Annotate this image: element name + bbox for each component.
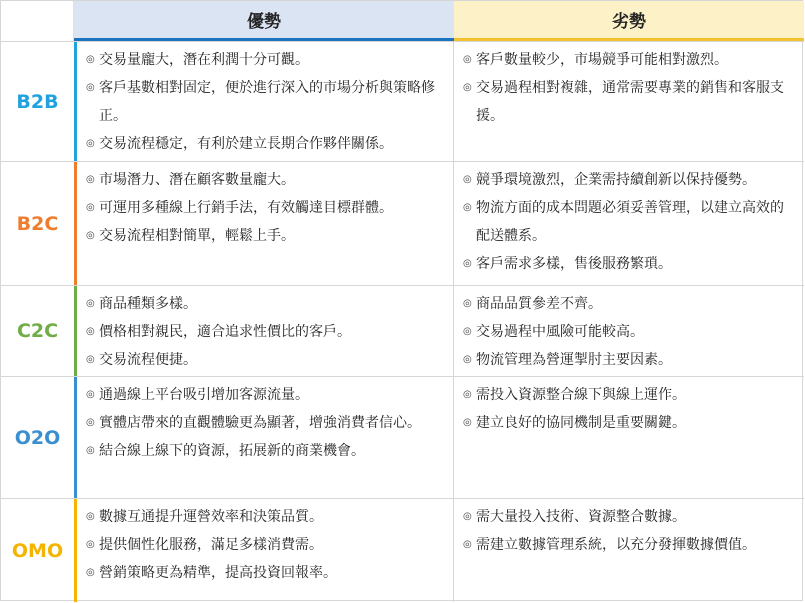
advantage-item bbox=[86, 130, 445, 158]
bullet-icon: ◎ bbox=[86, 54, 95, 65]
bullet-icon: ◎ bbox=[86, 138, 95, 149]
bullet-icon: ◎ bbox=[86, 445, 95, 456]
bullet-icon: ◎ bbox=[463, 354, 472, 365]
advantage-item bbox=[86, 194, 445, 222]
header-advantage: 優勢 bbox=[74, 1, 454, 41]
disadvantage-item-text: 客戶需求多樣，售後服務繁瑣。 bbox=[476, 256, 672, 272]
advantage-item-text: 交易流程便捷。 bbox=[99, 352, 197, 368]
disadvantage-cell bbox=[454, 499, 804, 602]
advantage-item bbox=[86, 346, 445, 374]
bullet-icon: ◎ bbox=[86, 298, 95, 309]
bullet-icon: ◎ bbox=[463, 298, 472, 309]
bullet-icon: ◎ bbox=[86, 230, 95, 241]
advantage-item bbox=[86, 222, 445, 250]
advantage-item bbox=[86, 531, 445, 559]
disadvantage-item bbox=[463, 503, 796, 531]
disadvantage-item bbox=[463, 290, 796, 318]
row-label: O2O bbox=[14, 426, 61, 449]
bullet-icon: ◎ bbox=[86, 354, 95, 365]
advantage-item-text: 數據互通提升運營效率和決策品質。 bbox=[99, 509, 323, 525]
advantage-cell bbox=[74, 377, 454, 498]
bullet-icon: ◎ bbox=[463, 539, 472, 550]
advantage-item bbox=[86, 46, 445, 74]
disadvantage-item-text: 競爭環境激烈，企業需持續創新以保持優勢。 bbox=[476, 172, 756, 188]
advantage-item bbox=[86, 437, 445, 465]
disadvantage-cell bbox=[454, 286, 804, 376]
bullet-icon: ◎ bbox=[463, 389, 472, 400]
disadvantage-item bbox=[463, 46, 796, 74]
disadvantage-item bbox=[463, 409, 796, 437]
disadvantage-cell bbox=[454, 377, 804, 498]
advantage-item bbox=[86, 318, 445, 346]
disadvantage-item bbox=[463, 531, 796, 559]
advantage-item bbox=[86, 503, 445, 531]
disadvantage-item-text: 需投入資源整合線下與線上運作。 bbox=[476, 387, 686, 403]
disadvantage-item bbox=[463, 166, 796, 194]
advantage-cell bbox=[74, 499, 454, 602]
advantage-item-text: 交易流程相對簡單，輕鬆上手。 bbox=[99, 228, 295, 244]
bullet-icon: ◎ bbox=[86, 174, 95, 185]
bullet-icon: ◎ bbox=[463, 417, 472, 428]
header-corner-cell bbox=[1, 1, 74, 41]
row-label: B2B bbox=[16, 90, 59, 113]
row-label: B2C bbox=[16, 212, 59, 235]
advantage-item-text: 交易量龐大，潛在利潤十分可觀。 bbox=[99, 52, 309, 68]
bullet-icon: ◎ bbox=[86, 417, 95, 428]
disadvantage-item bbox=[463, 74, 796, 130]
advantage-item-text: 營銷策略更為精準，提高投資回報率。 bbox=[99, 565, 337, 581]
advantage-item bbox=[86, 290, 445, 318]
disadvantage-item-text: 物流管理為營運掣肘主要因素。 bbox=[476, 352, 672, 368]
advantage-item bbox=[86, 74, 445, 130]
bullet-icon: ◎ bbox=[463, 174, 472, 185]
bullet-icon: ◎ bbox=[463, 202, 472, 213]
disadvantage-item bbox=[463, 381, 796, 409]
advantage-item-text: 提供個性化服務，滿足多樣消費需。 bbox=[99, 537, 323, 553]
table-row-omo bbox=[1, 498, 804, 602]
disadvantage-item bbox=[463, 318, 796, 346]
bullet-icon: ◎ bbox=[463, 54, 472, 65]
advantage-cell bbox=[74, 42, 454, 161]
disadvantage-item bbox=[463, 250, 796, 278]
bullet-icon: ◎ bbox=[463, 258, 472, 269]
advantage-item-text: 可運用多種線上行銷手法，有效觸達目標群體。 bbox=[99, 200, 393, 216]
advantage-item-text: 市場潛力、潛在顧客數量龐大。 bbox=[99, 172, 295, 188]
advantage-item-text: 實體店帶來的直觀體驗更為顯著，增強消費者信心。 bbox=[99, 415, 421, 431]
advantage-item-text: 價格相對親民，適合追求性價比的客戶。 bbox=[99, 324, 351, 340]
advantage-item bbox=[86, 409, 445, 437]
table-row-c2c bbox=[1, 285, 804, 376]
bullet-icon: ◎ bbox=[86, 511, 95, 522]
bullet-icon: ◎ bbox=[86, 539, 95, 550]
advantage-item-text: 通過線上平台吸引增加客源流量。 bbox=[99, 387, 309, 403]
disadvantage-item-text: 交易過程相對複雜，通常需要專業的銷售和客服支援。 bbox=[476, 80, 784, 124]
disadvantage-item bbox=[463, 194, 796, 250]
disadvantage-item-text: 需建立數據管理系統，以充分發揮數據價值。 bbox=[476, 537, 756, 553]
bullet-icon: ◎ bbox=[463, 511, 472, 522]
bullet-icon: ◎ bbox=[463, 82, 472, 93]
table-row-b2b bbox=[1, 41, 804, 161]
disadvantage-item-text: 建立良好的協同機制是重要關鍵。 bbox=[476, 415, 686, 431]
disadvantage-item-text: 交易過程中風險可能較高。 bbox=[476, 324, 644, 340]
bullet-icon: ◎ bbox=[463, 326, 472, 337]
advantage-cell bbox=[74, 286, 454, 376]
advantage-item-text: 商品種類多樣。 bbox=[99, 296, 197, 312]
row-label: OMO bbox=[11, 539, 64, 562]
disadvantage-item-text: 客戶數量較少，市場競爭可能相對激烈。 bbox=[476, 52, 728, 68]
bullet-icon: ◎ bbox=[86, 326, 95, 337]
advantage-cell bbox=[74, 162, 454, 285]
disadvantage-cell bbox=[454, 42, 804, 161]
bullet-icon: ◎ bbox=[86, 82, 95, 93]
disadvantage-cell bbox=[454, 162, 804, 285]
advantage-item bbox=[86, 166, 445, 194]
advantage-item bbox=[86, 559, 445, 587]
disadvantage-item-text: 需大量投入技術、資源整合數據。 bbox=[476, 509, 686, 525]
bullet-icon: ◎ bbox=[86, 389, 95, 400]
advantage-item-text: 結合線上線下的資源，拓展新的商業機會。 bbox=[99, 443, 365, 459]
table-row-b2c bbox=[1, 161, 804, 285]
advantage-item-text: 交易流程穩定，有利於建立長期合作夥伴關係。 bbox=[99, 136, 393, 152]
table-header bbox=[1, 1, 804, 41]
disadvantage-item-text: 物流方面的成本問題必須妥善管理，以建立高效的配送體系。 bbox=[476, 200, 784, 244]
bullet-icon: ◎ bbox=[86, 202, 95, 213]
header-disadvantage: 劣勢 bbox=[454, 1, 804, 41]
advantage-item bbox=[86, 381, 445, 409]
row-label: C2C bbox=[16, 320, 59, 342]
table-row-o2o bbox=[1, 376, 804, 498]
bullet-icon: ◎ bbox=[86, 567, 95, 578]
advantage-item-text: 客戶基數相對固定，便於進行深入的市場分析與策略修正。 bbox=[99, 80, 435, 124]
disadvantage-item-text: 商品品質參差不齊。 bbox=[476, 296, 602, 312]
disadvantage-item bbox=[463, 346, 796, 374]
